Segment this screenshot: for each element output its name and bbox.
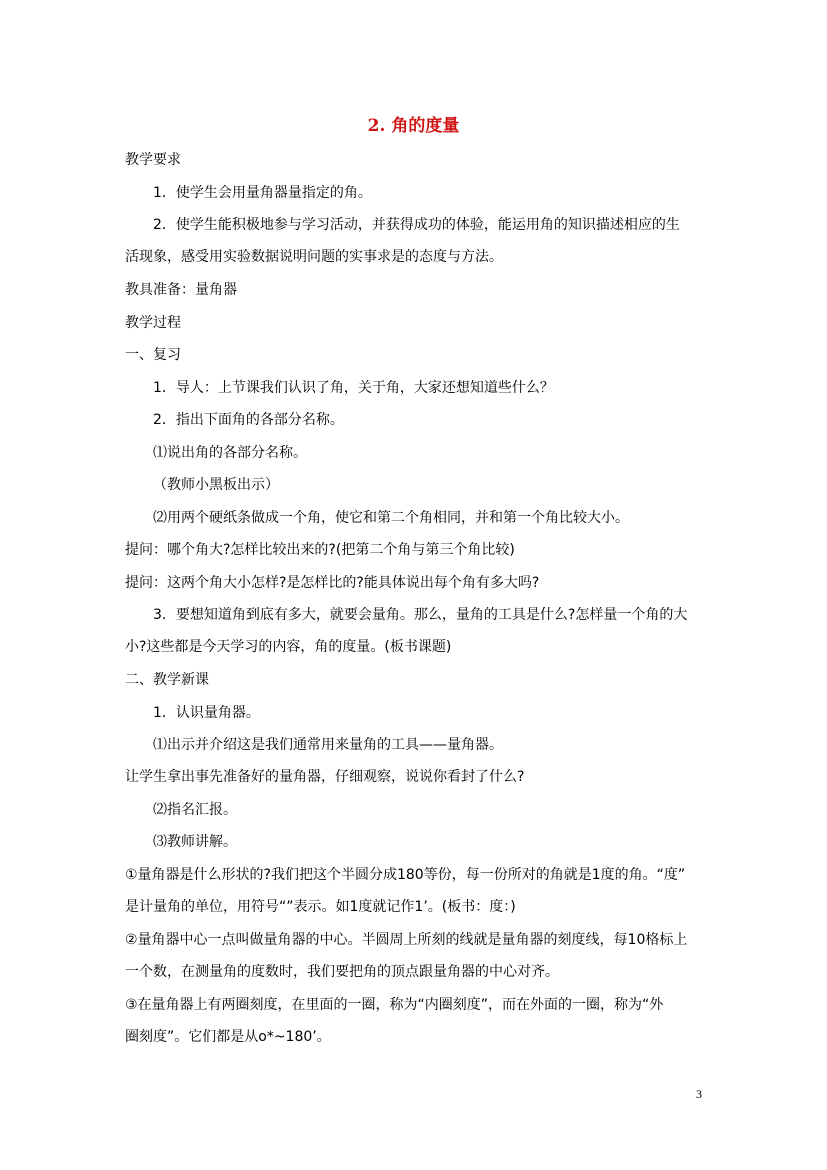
page-number: 3	[696, 1087, 702, 1101]
paragraph: 小?这些都是今天学习的内容，角的度量。(板书课题)	[125, 639, 452, 655]
section-heading-new-lesson: 二、教学新课	[125, 672, 209, 688]
paragraph: （教师小黑板出示）	[153, 477, 279, 493]
teaching-aids: 教具准备：量角器	[125, 282, 237, 298]
paragraph: 1．认识量角器。	[153, 705, 260, 721]
paragraph: ③在量角器上有两圈刻度，在里面的一圈，称为“内圈刻度”，而在外面的一圈，称为“外	[125, 997, 664, 1013]
paragraph: 一个数，在测量角的度数时，我们要把角的顶点跟量角器的中心对齐。	[125, 964, 559, 980]
question: 提问：哪个角大?怎样比较出来的?(把第二个角与第三个角比较)	[125, 542, 515, 558]
question: 提问：这两个角大小怎样?是怎样比的?能具体说出每个角有多大吗?	[125, 575, 540, 591]
paragraph: ⑵指名汇报。	[153, 802, 237, 818]
paragraph: 1．导人：上节课我们认识了角，关于角，大家还想知道些什么？	[153, 380, 554, 396]
paragraph: 2．使学生能积极地参与学习活动，并获得成功的体验，能运用角的知识描述相应的生	[153, 217, 680, 233]
section-heading-process: 教学过程	[125, 315, 181, 331]
paragraph: ⑵用两个硬纸条做成一个角，使它和第二个角相同，并和第一个角比较大小。	[153, 510, 629, 526]
paragraph: ⑴说出角的各部分名称。	[153, 445, 307, 461]
paragraph: 让学生拿出事先准备好的量角器，仔细观察，说说你看封了什么?	[125, 769, 525, 785]
paragraph: 活现象，感受用实验数据说明问题的实事求是的态度与方法。	[125, 249, 503, 265]
paragraph: 是计量角的单位，用符号“”表示。如1度就记作1’。(板书：度：)	[125, 899, 516, 915]
paragraph: 2．指出下面角的各部分名称。	[153, 412, 344, 428]
document-title: 2. 角的度量	[367, 116, 460, 136]
section-heading-requirements: 教学要求	[125, 152, 181, 168]
paragraph: ⑶教师讲解。	[153, 834, 237, 850]
section-heading-review: 一、复习	[125, 347, 181, 363]
paragraph: ⑴出示并介绍这是我们通常用来量角的工具——量角器。	[153, 737, 503, 753]
paragraph: 1．使学生会用量角器量指定的角。	[153, 185, 372, 201]
paragraph: 3．要想知道角到底有多大，就要会量角。那么，量角的工具是什么?怎样量一个角的大	[153, 607, 688, 623]
paragraph: ①量角器是什么形状的?我们把这个半圆分成180等份，每一份所对的角就是1度的角。“度”	[125, 867, 686, 883]
paragraph: ②量角器中心一点叫做量角器的中心。半圆周上所刻的线就是量角器的刻度线，每10格标上	[125, 932, 688, 948]
paragraph: 圈刻度”。它们都是从o*~180’。	[125, 1029, 331, 1045]
